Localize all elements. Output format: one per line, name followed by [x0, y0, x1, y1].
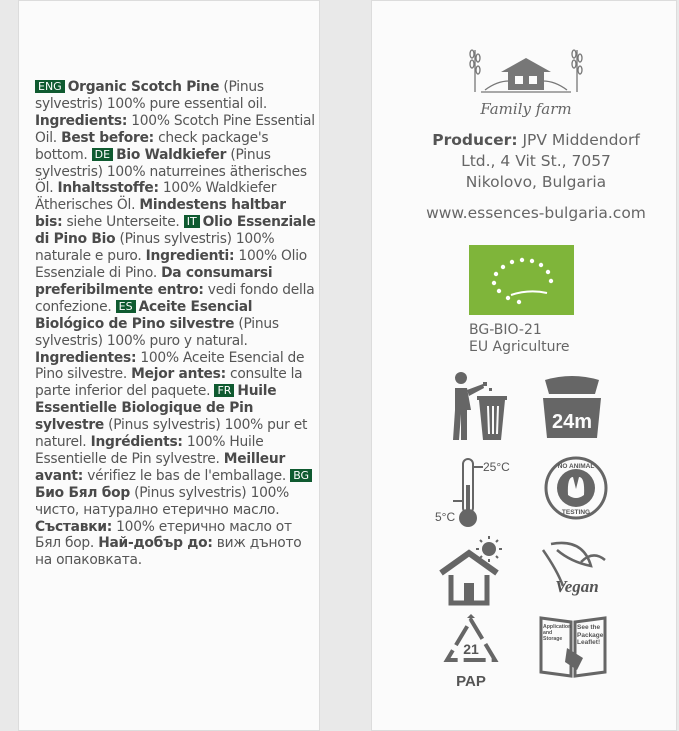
segment-heading: Inhaltsstoffe:	[57, 180, 159, 197]
eu-certification	[469, 322, 570, 356]
website-link: www.essences-bulgaria.com	[426, 204, 646, 222]
segment-text: (Pinus sylvestris) 100% puro y natural.	[35, 315, 279, 349]
no-animal-bottom-text: TESTING	[561, 509, 591, 516]
segment-heading: Ingrédients:	[90, 434, 183, 451]
segment-heading: Ingredients:	[35, 112, 128, 129]
segment-heading: Da consumarsi preferibilmente entro:	[35, 264, 273, 298]
leaflet-right-text: See the Package Leaflet!	[577, 624, 604, 646]
store-away-from-sun-icon	[437, 535, 509, 605]
segment-heading: Ingredienti:	[145, 248, 235, 265]
eu-organic-leaf-logo	[469, 245, 574, 315]
vegan-label: Vegan	[555, 577, 599, 596]
segment-text: виж дъното на опаковката.	[35, 535, 302, 569]
tidyman-disposal-icon	[449, 370, 509, 442]
producer-address	[401, 130, 671, 193]
storage-temperature-icon	[433, 455, 510, 530]
segment-text: vedi fondo della confezione.	[35, 281, 315, 315]
segment-text: 100% етерично масло от Бял бор.	[35, 518, 292, 552]
segment-text: (Pinus sylvestris) 100% pure essential oil.	[35, 79, 267, 112]
see-leaflet-icon	[537, 614, 609, 680]
segment-text: 100% Scotch Pine Essential Oil.	[35, 112, 315, 146]
segment-text: 100% Huile Essentielle de Pin sylvestre.	[35, 434, 264, 467]
eu-star-leaf-icon	[469, 245, 574, 315]
left-label-panel	[18, 0, 320, 731]
segment-heading: Био Бял бор	[35, 484, 130, 501]
farm-house-icon	[461, 42, 591, 94]
segment-text: vérifiez le bas de l'emballage.	[83, 467, 291, 484]
segment-heading: Huile Essentielle Biologique de Pin sylvestre	[35, 383, 277, 434]
family-farm-logo	[461, 42, 591, 118]
segment-heading: Organic Scotch Pine	[67, 79, 220, 95]
segment-text: 100% Olio Essenziale di Pino.	[35, 248, 307, 281]
brand-name: Family farm	[480, 100, 572, 118]
segment-text: 100% Aceite Esencial de Pino silvestre.	[35, 349, 305, 383]
language-tag-fr: FR	[214, 384, 234, 397]
segment-heading: Mejor antes:	[131, 366, 226, 383]
segment-text: 100% Waldkiefer Ätherisches Öl.	[35, 180, 277, 214]
producer-label: Producer:	[432, 131, 518, 149]
multilingual-ingredients-text	[35, 79, 317, 569]
segment-text: siehe Unterseite.	[62, 214, 184, 231]
right-label-panel	[371, 0, 677, 731]
segment-heading: Best before:	[61, 129, 154, 146]
eu-code: BG-BIO-21	[469, 322, 542, 338]
segment-heading: Най-добър до:	[98, 535, 213, 552]
pao-months-label: 24m	[551, 411, 593, 433]
segment-heading: Съставки:	[35, 518, 113, 535]
temp-high-label: 25°C	[483, 460, 510, 474]
producer-name: JPV Middendorf	[517, 131, 640, 149]
segment-text: (Pinus sylvestris) 100% naturale e puro.	[35, 231, 275, 265]
recycle-pap-icon	[443, 616, 499, 692]
recycle-number: 21	[463, 641, 479, 657]
language-tag-es: ES	[116, 300, 136, 313]
language-tag-bg: BG	[290, 469, 312, 482]
language-tag-de: DE	[92, 148, 113, 161]
language-tag-it: IT	[184, 215, 200, 228]
pao-jar-icon	[539, 372, 605, 440]
segment-text: consulte la parte inferior del paquete.	[35, 366, 303, 400]
segment-heading: Ingredientes:	[35, 349, 137, 366]
segment-text: (Pinus sylvestris) 100% pur et naturel.	[35, 417, 308, 451]
segment-heading: Meilleur avant:	[35, 450, 286, 484]
segment-heading: Olio Essenziale di Pino Bio	[35, 214, 316, 248]
vegan-leaf-icon	[535, 540, 611, 602]
segment-heading: Aceite Esencial Biológico de Pino silvestre	[35, 298, 253, 332]
producer-street: Ltd., 4 Vit St., 7057	[461, 152, 611, 170]
language-tag-eng: ENG	[35, 80, 65, 93]
producer-city: Nikolovo, Bulgaria	[465, 173, 607, 191]
no-animal-testing-icon	[543, 455, 609, 521]
segment-text: (Pinus sylvestris) 100% naturreines ätherisches Öl.	[35, 146, 307, 197]
temp-low-label: 5°C	[435, 510, 456, 524]
segment-heading: Mindestens haltbar bis:	[35, 197, 286, 231]
leaflet-left-text: Application and Storage	[543, 624, 572, 642]
segment-heading: Bio Waldkiefer	[116, 146, 227, 163]
eu-agriculture-label: EU Agriculture	[469, 339, 570, 355]
segment-text: (Pinus sylvestris) 100% чисто, натурално етерично масло.	[35, 484, 290, 518]
no-animal-top-text: NO ANIMAL	[557, 463, 595, 470]
recycle-material-label: PAP	[456, 673, 486, 690]
segment-text: check package's bottom.	[35, 129, 269, 163]
